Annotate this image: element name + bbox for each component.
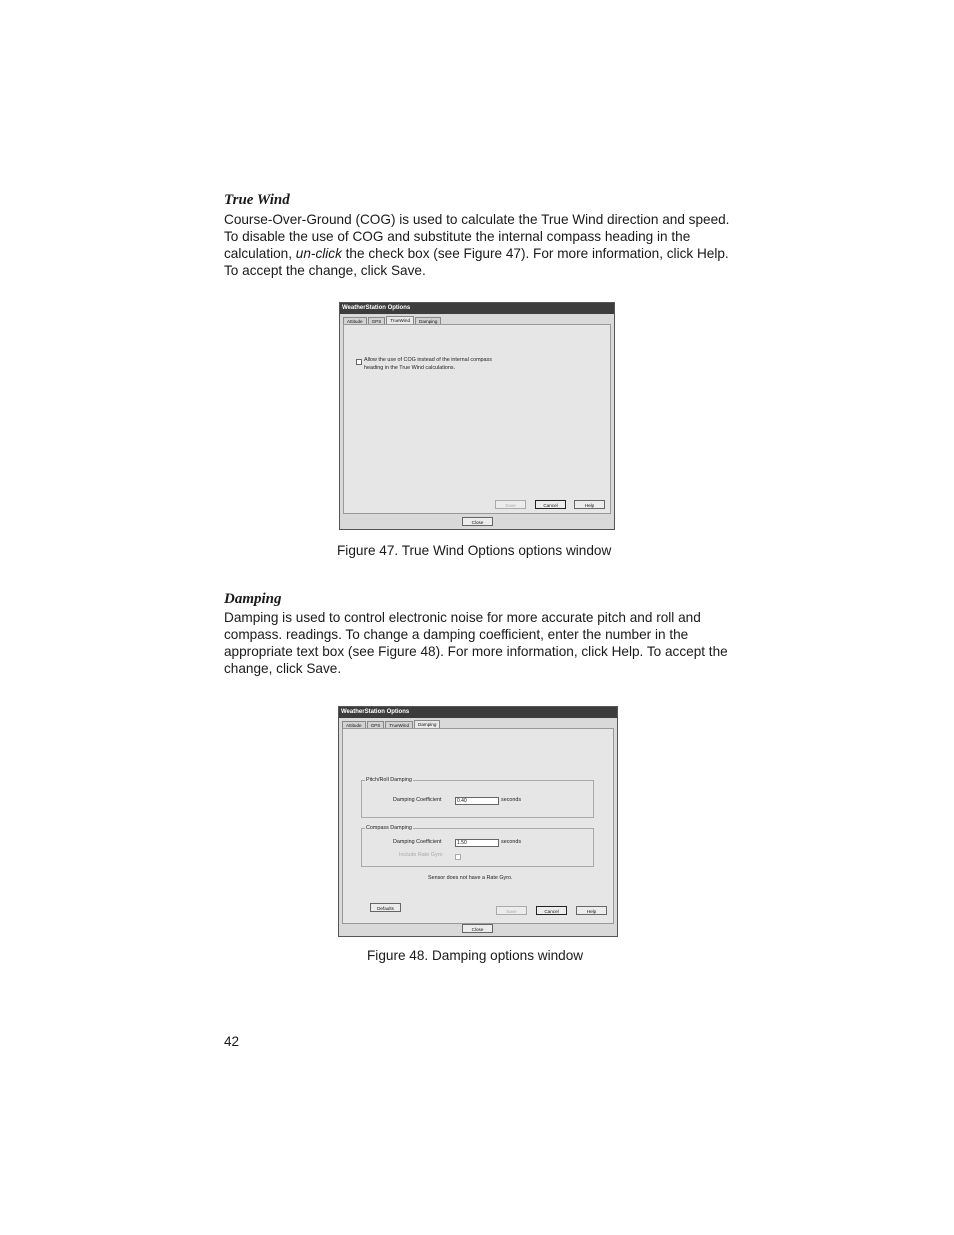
damping-heading: Damping <box>224 591 282 607</box>
help-button[interactable]: Help <box>574 500 605 509</box>
page-number: 42 <box>224 1034 240 1049</box>
tab-gps[interactable]: GPS <box>368 317 386 325</box>
sensor-note: Sensor does not have a Rate Gyro. <box>428 875 513 881</box>
help-button[interactable]: Help <box>576 906 607 915</box>
cancel-button[interactable]: Cancel <box>536 906 567 915</box>
pitch-coef-input[interactable]: 0.40 <box>455 797 499 805</box>
true-wind-paragraph <box>224 211 744 279</box>
defaults-button[interactable]: Defaults <box>370 903 401 912</box>
use-cog-checkbox[interactable] <box>356 359 362 365</box>
compass-coef-label: Damping Coefficient <box>393 839 442 845</box>
pitch-roll-groupbox <box>361 777 594 818</box>
window-titlebar: WeatherStation Options <box>340 303 614 314</box>
tab-attitude[interactable]: Attitude <box>343 317 367 325</box>
tab-truewind[interactable]: TrueWind <box>386 316 414 325</box>
tab-attitude[interactable]: Attitude <box>342 721 366 729</box>
truewind-tab-panel <box>343 324 611 514</box>
tab-damping[interactable]: Damping <box>414 720 440 729</box>
compass-group-label: Compass Damping <box>366 825 412 831</box>
true-wind-heading: True Wind <box>224 192 290 208</box>
true-wind-options-window <box>339 302 615 530</box>
true-wind-text-emphasis: un-click <box>295 246 342 261</box>
include-gyro-label: Include Rate Gyro <box>399 852 443 858</box>
pitch-coef-label: Damping Coefficient <box>393 797 442 803</box>
compass-groupbox <box>361 825 594 867</box>
true-wind-text-part1: Course-Over-Ground (COG) is used to calculate the True Wind direction and speed. To disable the use of COG and substitute the internal compass heading in the calculation, <box>224 212 730 261</box>
true-wind-text-part2: the check box (see Figure 47). For more information, click Help. To accept the change, click Save. <box>224 246 729 278</box>
tab-truewind[interactable]: TrueWind <box>385 721 413 729</box>
use-cog-label-line1: Allow the use of COG instead of the internal compass <box>364 357 492 363</box>
save-button[interactable]: Save <box>495 500 526 509</box>
tab-damping[interactable]: Damping <box>415 317 441 325</box>
pitch-roll-group-label: Pitch/Roll Damping <box>366 777 412 783</box>
close-button[interactable]: Close <box>462 517 493 526</box>
tab-gps[interactable]: GPS <box>367 721 385 729</box>
damping-paragraph: Damping is used to control electronic noise for more accurate pitch and roll and compass. readings. To change a damping coefficient, enter the number in the appropriate text box (see Figure 48). For more information, click Help. To accept the change, click Save. <box>224 610 728 676</box>
damping-tab-panel <box>342 728 614 924</box>
cancel-button[interactable]: Cancel <box>535 500 566 509</box>
compass-coef-input[interactable]: 1.50 <box>455 839 499 847</box>
use-cog-label-line2: heading in the True Wind calculations. <box>364 365 456 371</box>
figure-48-caption: Figure 48. Damping options window <box>367 948 584 963</box>
figure-47-caption: Figure 47. True Wind Options options window <box>337 543 612 558</box>
compass-units: seconds <box>501 839 522 845</box>
include-gyro-checkbox[interactable] <box>455 854 461 860</box>
window-titlebar: WeatherStation Options <box>339 707 617 718</box>
save-button[interactable]: Save <box>496 906 527 915</box>
damping-options-window <box>338 706 618 937</box>
pitch-units: seconds <box>501 797 522 803</box>
close-button[interactable]: Close <box>462 924 493 933</box>
